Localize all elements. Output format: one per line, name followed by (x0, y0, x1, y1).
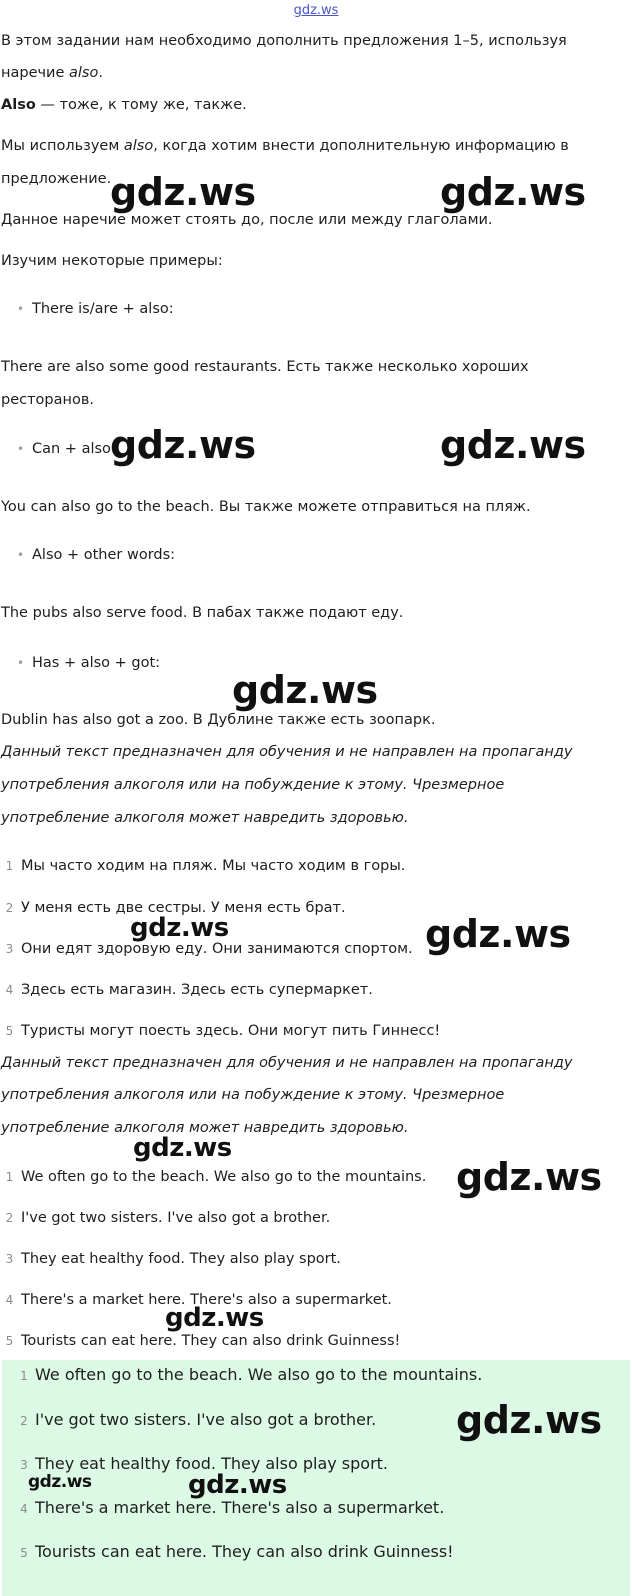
list-text: They eat healthy food. They also play sport. (21, 1251, 341, 1267)
answer-item (17, 1498, 444, 1517)
answer-item (17, 1542, 454, 1561)
intro-line-1: В этом задании нам необходимо дополнить предложения 1–5, используя (1, 33, 567, 49)
bullet-dot-icon: • (17, 302, 25, 316)
list-number: 4 (5, 1293, 14, 1307)
list-text: Tourists can eat here. They can also drink Guinness! (21, 1333, 401, 1349)
list-text: We often go to the beach. We also go to the mountains. (21, 1169, 427, 1185)
usage-also-word: also (123, 138, 154, 154)
watermark: gdz.ws (110, 423, 256, 467)
answer-text: I've got two sisters. I've also got a brother. (35, 1410, 377, 1429)
answer-text: There's a market here. There's also a supermarket. (35, 1498, 445, 1517)
watermark: gdz.ws (165, 1303, 264, 1333)
watermark: gdz.ws (133, 1133, 232, 1163)
list-text: Туристы могут поесть здесь. Они могут пить Гиннесс! (21, 1023, 441, 1039)
list-item (1, 1169, 426, 1185)
usage-prefix: Мы используем (1, 138, 124, 154)
also-definition (1, 97, 247, 113)
usage-line-2: предложение. (1, 171, 112, 187)
answer-number: 5 (20, 1546, 28, 1560)
example-sentence: The pubs also serve food. В пабах также подают еду. (1, 605, 404, 621)
list-text: У меня есть две сестры. У меня есть брат. (21, 900, 346, 916)
list-number: 1 (5, 859, 14, 873)
list-text: Они едят здоровую еду. Они занимаются спортом. (21, 941, 413, 957)
answer-text: They eat healthy food. They also play sport. (35, 1454, 389, 1473)
bullet-dot-icon: • (17, 656, 25, 670)
list-number: 5 (5, 1334, 14, 1348)
also-term: Also (1, 97, 36, 113)
list-text: Мы часто ходим на пляж. Мы часто ходим в горы. (21, 858, 406, 874)
example-bullet (17, 655, 160, 671)
list-item (1, 1210, 330, 1226)
list-number: 2 (5, 901, 14, 915)
watermark: gdz.ws (440, 170, 586, 214)
list-text: There's a market here. There's also a supermarket. (21, 1292, 392, 1308)
example-bullet (17, 441, 116, 457)
watermark: gdz.ws (232, 668, 378, 712)
example-sentence: There are also some good restaurants. Есть также несколько хороших (1, 359, 529, 375)
usage-suffix: , когда хотим внести дополнительную информацию в (153, 138, 569, 154)
list-text: Здесь есть магазин. Здесь есть супермаркет. (21, 982, 373, 998)
watermark: gdz.ws (28, 1472, 92, 1492)
disclaimer-line: употребление алкоголя может навредить здоровью. (1, 810, 409, 826)
list-number: 3 (5, 942, 14, 956)
list-item (1, 1333, 400, 1349)
list-number: 5 (5, 1024, 14, 1038)
example-sentence: ресторанов. (1, 392, 95, 408)
disclaimer-line: Данный текст предназначен для обучения и не направлен на пропаганду (1, 1055, 573, 1071)
example-rule: Also + other words: (32, 547, 176, 563)
position-line: Данное наречие может стоять до, после или между глаголами. (1, 212, 493, 228)
example-rule: There is/are + also: (32, 301, 174, 317)
list-item (1, 982, 373, 998)
list-item (1, 1023, 440, 1039)
intro-line-2-prefix: наречие (1, 65, 70, 81)
answer-item (17, 1365, 482, 1384)
list-number: 4 (5, 983, 14, 997)
disclaimer-line: употребления алкоголя или на побуждение к этому. Чрезмерное (1, 777, 505, 793)
answer-number: 2 (20, 1414, 28, 1428)
disclaimer-line: Данный текст предназначен для обучения и не направлен на пропаганду (1, 744, 573, 760)
watermark: gdz.ws (456, 1155, 602, 1199)
answer-text: We often go to the beach. We also go to the mountains. (35, 1365, 483, 1384)
answer-item (17, 1410, 376, 1429)
usage-line-1 (1, 138, 569, 154)
example-rule: Can + also: (32, 441, 116, 457)
list-item (1, 1251, 341, 1267)
list-number: 1 (5, 1170, 14, 1184)
also-translation: — тоже, к тому же, также. (35, 97, 247, 113)
watermark: gdz.ws (110, 170, 256, 214)
watermark: gdz.ws (130, 913, 229, 943)
disclaimer-line: употребление алкоголя может навредить здоровью. (1, 1120, 409, 1136)
list-item (1, 941, 413, 957)
watermark: gdz.ws (425, 912, 571, 956)
example-rule: Has + also + got: (32, 655, 161, 671)
list-text: I've got two sisters. I've also got a brother. (21, 1210, 331, 1226)
example-bullet (17, 547, 175, 563)
examples-intro: Изучим некоторые примеры: (1, 253, 223, 269)
answer-number: 3 (20, 1458, 28, 1472)
answer-number: 1 (20, 1369, 28, 1383)
list-number: 2 (5, 1211, 14, 1225)
disclaimer-line: употребления алкоголя или на побуждение к этому. Чрезмерное (1, 1087, 505, 1103)
example-sentence: Dublin has also got a zoo. В Дублине также есть зоопарк. (1, 712, 436, 728)
list-number: 3 (5, 1252, 14, 1266)
example-sentence: You can also go to the beach. Вы также можете отправиться на пляж. (1, 499, 531, 515)
list-item (1, 858, 405, 874)
watermark: gdz.ws (188, 1470, 287, 1500)
intro-line-2 (1, 65, 103, 81)
answer-text: Tourists can eat here. They can also drink Guinness! (35, 1542, 454, 1561)
intro-line-2-suffix: . (98, 65, 103, 81)
answer-number: 4 (20, 1502, 28, 1516)
watermark: gdz.ws (456, 1398, 602, 1442)
bullet-dot-icon: • (17, 548, 25, 562)
intro-also-word: also (69, 65, 99, 81)
example-bullet (17, 301, 174, 317)
site-link[interactable]: gdz.ws (293, 3, 339, 18)
bullet-dot-icon: • (17, 442, 25, 456)
watermark: gdz.ws (440, 423, 586, 467)
